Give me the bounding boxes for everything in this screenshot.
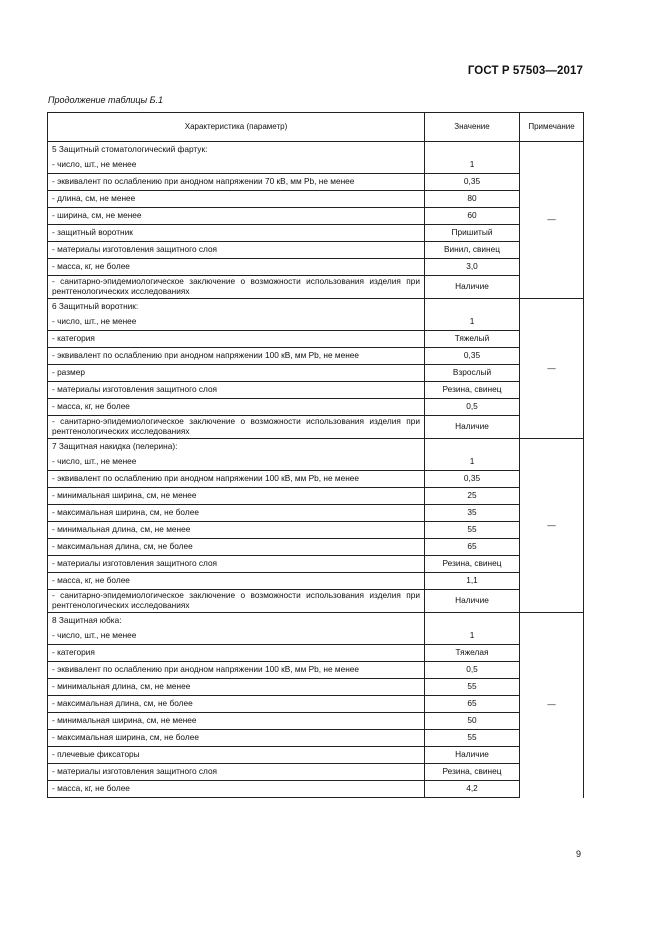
section-title-value-cell bbox=[425, 439, 520, 455]
table-row bbox=[48, 522, 584, 539]
table-row bbox=[48, 314, 584, 331]
section-note: — bbox=[520, 613, 584, 798]
table-row bbox=[48, 573, 584, 590]
table-row bbox=[48, 365, 584, 382]
row-param: - защитный воротник bbox=[48, 225, 425, 242]
section-title-row bbox=[48, 299, 584, 315]
row-param: - масса, кг, не более bbox=[48, 573, 425, 590]
row-value: 4,2 bbox=[425, 781, 520, 798]
row-param: - максимальная длина, см, не более bbox=[48, 696, 425, 713]
section-title: 5 Защитный стоматологический фартук: bbox=[48, 142, 425, 158]
table-row bbox=[48, 259, 584, 276]
section-title-row bbox=[48, 142, 584, 158]
header-value: Значение bbox=[425, 113, 520, 142]
row-value: 55 bbox=[425, 522, 520, 539]
row-value: Наличие bbox=[425, 276, 520, 299]
row-param: - минимальная длина, см, не менее bbox=[48, 522, 425, 539]
row-value: 60 bbox=[425, 208, 520, 225]
row-value: 50 bbox=[425, 713, 520, 730]
section-note: — bbox=[520, 439, 584, 613]
row-param: - плечевые фиксаторы bbox=[48, 747, 425, 764]
table-row bbox=[48, 191, 584, 208]
table-row bbox=[48, 505, 584, 522]
table-row bbox=[48, 679, 584, 696]
table-row bbox=[48, 713, 584, 730]
row-value: 1 bbox=[425, 454, 520, 471]
section-note: — bbox=[520, 299, 584, 439]
table-row bbox=[48, 157, 584, 174]
section-title: 6 Защитный воротник: bbox=[48, 299, 425, 315]
row-param: - число, шт., не менее bbox=[48, 157, 425, 174]
section-title-row bbox=[48, 613, 584, 629]
row-param: - материалы изготовления защитного слоя bbox=[48, 556, 425, 573]
table-row bbox=[48, 399, 584, 416]
row-param: - эквивалент по ослаблению при анодном напряжении 100 кВ, мм Pb, не менее bbox=[48, 348, 425, 365]
table-row bbox=[48, 628, 584, 645]
row-param: - эквивалент по ослаблению при анодном напряжении 70 кВ, мм Pb, не менее bbox=[48, 174, 425, 191]
header-note: Примечание bbox=[520, 113, 584, 142]
row-param: - длина, см, не менее bbox=[48, 191, 425, 208]
row-value: Наличие bbox=[425, 747, 520, 764]
table-row bbox=[48, 488, 584, 505]
row-param: - число, шт., не менее bbox=[48, 628, 425, 645]
row-param: - материалы изготовления защитного слоя bbox=[48, 382, 425, 399]
table-row bbox=[48, 348, 584, 365]
row-param: - категория bbox=[48, 331, 425, 348]
section-title-value-cell bbox=[425, 613, 520, 629]
row-param: - санитарно-эпидемиологическое заключение о возможности использования изделия при рентгенологических исследованиях bbox=[48, 276, 425, 299]
row-value: 65 bbox=[425, 539, 520, 556]
row-value: 0,35 bbox=[425, 348, 520, 365]
section-title: 7 Защитная накидка (пелерина): bbox=[48, 439, 425, 455]
table-row bbox=[48, 416, 584, 439]
row-value: 35 bbox=[425, 505, 520, 522]
section-title-value-cell bbox=[425, 299, 520, 315]
row-param: - максимальная длина, см, не более bbox=[48, 539, 425, 556]
row-value: 1 bbox=[425, 157, 520, 174]
row-value: 1 bbox=[425, 628, 520, 645]
row-value: Тяжелый bbox=[425, 331, 520, 348]
row-value: Резина, свинец bbox=[425, 556, 520, 573]
row-value: 1,1 bbox=[425, 573, 520, 590]
table-row bbox=[48, 662, 584, 679]
row-value: 0,5 bbox=[425, 399, 520, 416]
section-note: — bbox=[520, 142, 584, 299]
table-row bbox=[48, 590, 584, 613]
row-param: - ширина, см, не менее bbox=[48, 208, 425, 225]
row-param: - минимальная ширина, см, не менее bbox=[48, 488, 425, 505]
row-value: Винил, свинец bbox=[425, 242, 520, 259]
table-row bbox=[48, 696, 584, 713]
table-row bbox=[48, 225, 584, 242]
table-row bbox=[48, 781, 584, 798]
row-value: 80 bbox=[425, 191, 520, 208]
row-value: 0,5 bbox=[425, 662, 520, 679]
table-row bbox=[48, 331, 584, 348]
table-row bbox=[48, 208, 584, 225]
row-param: - масса, кг, не более bbox=[48, 399, 425, 416]
row-param: - категория bbox=[48, 645, 425, 662]
row-value: 0,35 bbox=[425, 471, 520, 488]
row-param: - максимальная ширина, см, не более bbox=[48, 505, 425, 522]
row-value: Пришитый bbox=[425, 225, 520, 242]
row-param: - санитарно-эпидемиологическое заключение о возможности использования изделия при рентгенологических исследованиях bbox=[48, 590, 425, 613]
table-caption: Продолжение таблицы Б.1 bbox=[48, 95, 164, 105]
row-value: Тяжелая bbox=[425, 645, 520, 662]
row-param: - эквивалент по ослаблению при анодном напряжении 100 кВ, мм Pb, не менее bbox=[48, 471, 425, 488]
row-value: 3,0 bbox=[425, 259, 520, 276]
header-param: Характеристика (параметр) bbox=[48, 113, 425, 142]
section-title: 8 Защитная юбка: bbox=[48, 613, 425, 629]
table-header-row bbox=[48, 113, 584, 142]
row-value: 0,35 bbox=[425, 174, 520, 191]
row-param: - число, шт., не менее bbox=[48, 454, 425, 471]
row-param: - материалы изготовления защитного слоя bbox=[48, 764, 425, 781]
section-title-value-cell bbox=[425, 142, 520, 158]
row-value: Взрослый bbox=[425, 365, 520, 382]
row-param: - эквивалент по ослаблению при анодном напряжении 100 кВ, мм Pb, не менее bbox=[48, 662, 425, 679]
section-title-row bbox=[48, 439, 584, 455]
table-row bbox=[48, 764, 584, 781]
table-row bbox=[48, 730, 584, 747]
row-value: Наличие bbox=[425, 416, 520, 439]
table-row bbox=[48, 556, 584, 573]
row-param: - масса, кг, не более bbox=[48, 781, 425, 798]
row-value: 25 bbox=[425, 488, 520, 505]
table-row bbox=[48, 242, 584, 259]
row-param: - число, шт., не менее bbox=[48, 314, 425, 331]
document-header: ГОСТ Р 57503—2017 bbox=[467, 65, 583, 77]
table-row bbox=[48, 174, 584, 191]
table-row bbox=[48, 645, 584, 662]
table-row bbox=[48, 276, 584, 299]
table-row bbox=[48, 747, 584, 764]
table-row bbox=[48, 382, 584, 399]
row-value: 55 bbox=[425, 730, 520, 747]
row-param: - минимальная ширина, см, не менее bbox=[48, 713, 425, 730]
spec-table bbox=[47, 112, 584, 798]
row-param: - масса, кг, не более bbox=[48, 259, 425, 276]
row-value: 65 bbox=[425, 696, 520, 713]
row-value: Наличие bbox=[425, 590, 520, 613]
row-param: - санитарно-эпидемиологическое заключение о возможности использования изделия при рентгенологических исследованиях bbox=[48, 416, 425, 439]
row-param: - максимальная ширина, см, не более bbox=[48, 730, 425, 747]
table-body bbox=[48, 142, 584, 798]
row-value: Резина, свинец bbox=[425, 764, 520, 781]
table-row bbox=[48, 454, 584, 471]
table-row bbox=[48, 471, 584, 488]
row-value: 55 bbox=[425, 679, 520, 696]
row-param: - минимальная длина, см, не менее bbox=[48, 679, 425, 696]
page-number: 9 bbox=[576, 849, 582, 859]
row-param: - материалы изготовления защитного слоя bbox=[48, 242, 425, 259]
row-value: 1 bbox=[425, 314, 520, 331]
table-row bbox=[48, 539, 584, 556]
row-param: - размер bbox=[48, 365, 425, 382]
row-value: Резина, свинец bbox=[425, 382, 520, 399]
